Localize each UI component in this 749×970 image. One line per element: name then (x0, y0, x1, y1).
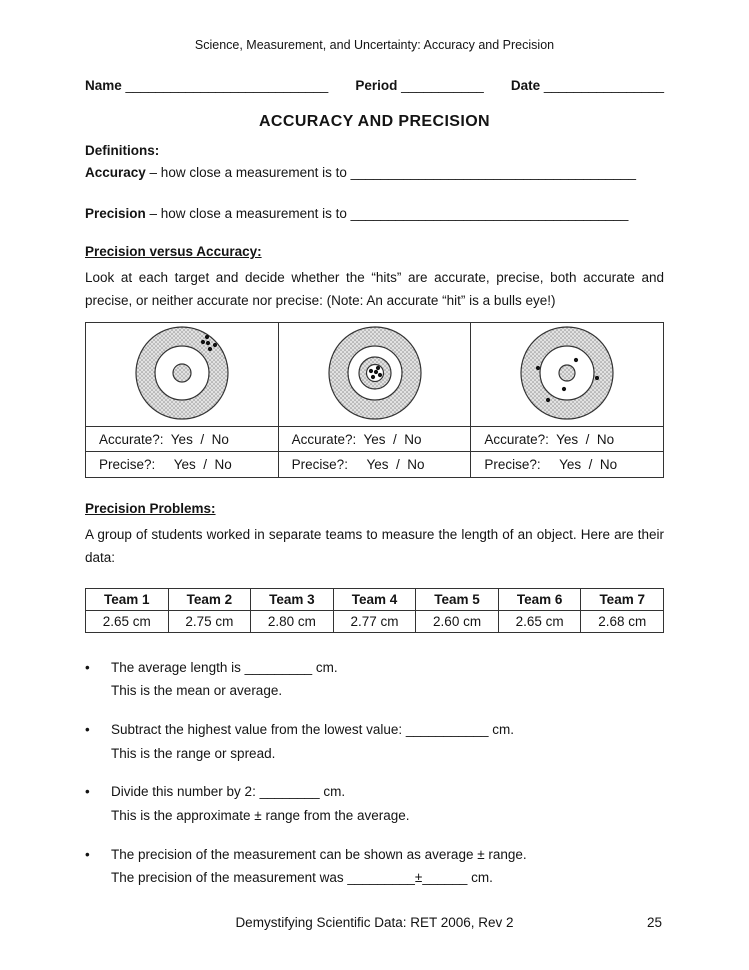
team-value-cell: 2.75 cm (169, 611, 252, 633)
team-value-cell: 2.65 cm (499, 611, 582, 633)
period-blank: ___________ (401, 78, 484, 93)
team-header-cell: Team 1 (86, 589, 169, 611)
targets-table (85, 322, 664, 478)
target-cell (471, 323, 663, 427)
targets-instructions: Look at each target and decide whether the “hits” are accurate, precise, both accurate and precise, or neither accurate nor precise: (Note: An accurate “hit” is a bulls eye!) (85, 270, 664, 308)
bullet-item (85, 718, 664, 765)
accuracy-definition-line (85, 165, 664, 180)
precision-definition-blank: – how close a measurement is to _____________________________________ (145, 206, 629, 221)
precision-definition-line (85, 206, 664, 221)
bullet-item (85, 656, 664, 703)
team-header-cell: Team 6 (499, 589, 582, 611)
teams-data-table (85, 588, 664, 633)
bullet-marker: • (85, 722, 90, 737)
date-label: Date (510, 78, 541, 93)
target-2-accurate-question: Accurate?: Yes / No (279, 427, 471, 452)
target-1-precise-question: Precise?: Yes / No (99, 456, 232, 472)
precision-problems-intro: A group of students worked in separate teams to measure the length of an object. Here are their data: (85, 526, 664, 565)
target-column-3 (471, 323, 663, 477)
target-bullseye-graphic (87, 323, 277, 425)
definitions-heading: Definitions: (85, 143, 160, 158)
page-footer (85, 915, 664, 930)
period-field (355, 78, 483, 93)
team-value-cell: 2.77 cm (334, 611, 417, 633)
target-2-precise-question: Precise?: Yes / No (291, 456, 425, 472)
target-cell (86, 323, 278, 427)
bullet-line: Divide this number by 2: ________ cm. (111, 784, 346, 800)
period-label: Period (355, 78, 398, 93)
bullet-subline: This is the approximate ± range from the average. (111, 807, 410, 823)
team-value-cell: 2.80 cm (251, 611, 334, 633)
bullet-line: The average length is _________ cm. (111, 659, 338, 675)
page-header: Science, Measurement, and Uncertainty: Accuracy and Precision (194, 38, 555, 52)
bullet-text (111, 656, 664, 703)
footer-text: Demystifying Scientific Data: RET 2006, Rev 2 (235, 915, 514, 930)
bullet-list (85, 656, 664, 890)
bullet-text (111, 718, 664, 765)
team-value-cell: 2.65 cm (86, 611, 169, 633)
name-label: Name (85, 78, 122, 93)
team-header-cell: Team 2 (169, 589, 252, 611)
bullet-marker: • (85, 846, 90, 862)
name-field (85, 78, 328, 93)
bullet-text (111, 843, 664, 890)
bullet-text (111, 780, 664, 827)
target-column-1 (86, 323, 279, 477)
target-column-2 (279, 323, 472, 477)
section-heading-precision-vs-accuracy: Precision versus Accuracy: (85, 244, 262, 259)
bullet-item (85, 780, 664, 827)
date-field (511, 78, 664, 93)
bullet-marker: • (85, 659, 90, 675)
target-bullseye-graphic (280, 323, 470, 425)
target-1-graphic (87, 323, 277, 427)
target-cell (279, 323, 471, 427)
team-header-cell: Team 7 (581, 589, 664, 611)
name-period-date-line (85, 78, 664, 93)
worksheet-title: ACCURACY AND PRECISION (258, 113, 491, 130)
bullet-marker: • (85, 784, 90, 800)
accuracy-definition-blank: – how close a measurement is to ______________________________________ (145, 165, 636, 180)
target-bullseye-graphic (472, 323, 662, 425)
section-heading-precision-problems: Precision Problems: (85, 500, 216, 516)
team-header-cell: Team 5 (416, 589, 499, 611)
target-3-graphic (472, 323, 662, 427)
target-3-accurate-question: Accurate?: Yes / No (471, 427, 663, 452)
team-header-cell: Team 4 (334, 589, 417, 611)
target-3-precise-question: Precise?: Yes / No (484, 456, 618, 472)
page-number: 25 (646, 915, 662, 930)
bullet-item (85, 843, 664, 890)
accuracy-term: Accuracy (85, 165, 146, 180)
bullet-subline: The precision of the measurement was _________±______ cm. (111, 870, 493, 886)
bullet-subline: This is the mean or average. (111, 683, 283, 699)
target-2-graphic (280, 323, 470, 427)
date-blank: ________________ (543, 78, 664, 93)
precision-term: Precision (85, 206, 146, 221)
name-blank: ___________________________ (125, 78, 329, 93)
target-1-accurate-question: Accurate?: Yes / No (86, 427, 278, 452)
bullet-line: Subtract the highest value from the lowest value: ___________ cm. (111, 722, 514, 737)
team-value-cell: 2.68 cm (581, 611, 664, 633)
team-header-cell: Team 3 (251, 589, 334, 611)
bullet-subline: This is the range or spread. (111, 745, 276, 761)
team-value-cell: 2.60 cm (416, 611, 499, 633)
bullet-line: The precision of the measurement can be shown as average ± range. (111, 846, 527, 862)
